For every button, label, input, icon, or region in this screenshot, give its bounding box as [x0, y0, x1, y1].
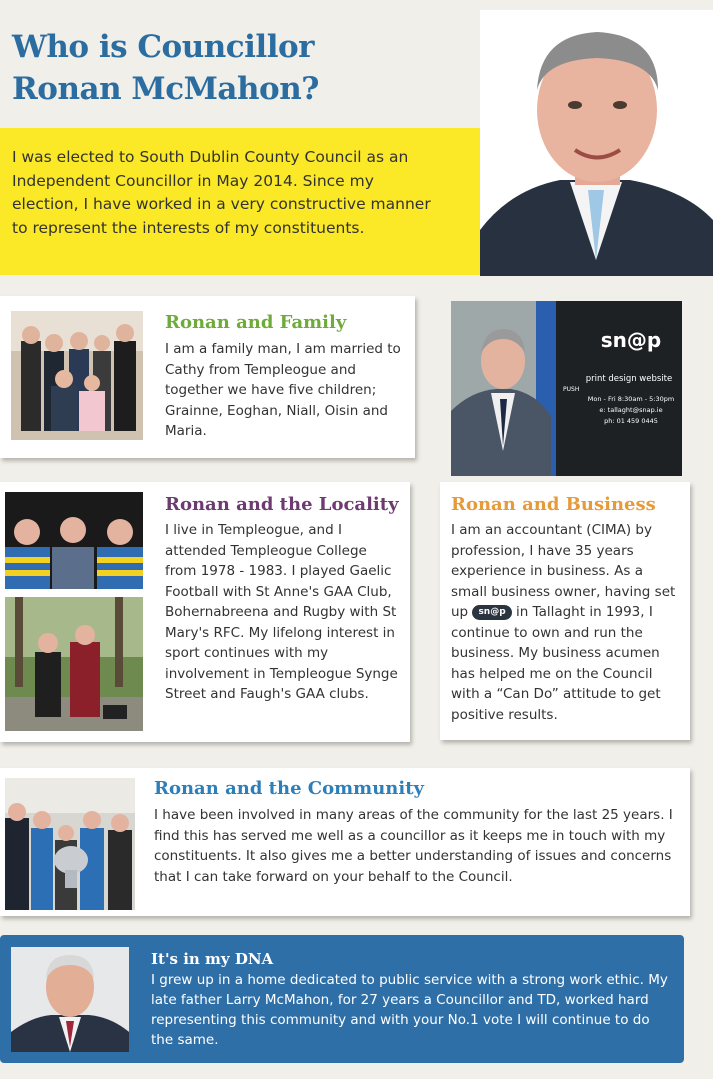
intro-text: I was elected to South Dublin County Council as an Independent Councillor in May 2014. Since my election, I have worked in a very constructive manner to represent the interests of my constituents.: [12, 148, 431, 237]
snap-logo-text: sn@p: [600, 328, 662, 352]
snap-email-text: e: tallaght@snap.ie: [599, 406, 663, 414]
community-photo: [5, 778, 135, 910]
father-photo: [11, 947, 129, 1052]
community-heading: Ronan and the Community: [154, 778, 424, 799]
locality-photo-park: [5, 597, 143, 731]
snap-hours-text: Mon - Fri 8:30am - 5:30pm: [587, 395, 675, 403]
family-text: I am a family man, I am married to Cathy from Templeogue and together we have five children; Grainne, Eoghan, Niall, Oisin and Maria.: [165, 341, 401, 439]
locality-photo-rugby: [5, 492, 143, 589]
community-text: I have been involved in many areas of the community for the last 25 years. I find this has served me well as a councillor as it keeps me in touch with my constituents. It also gives me a better understanding of issues and concerns that I can take forward on your behalf to the Council.: [154, 807, 673, 885]
page-title: [12, 26, 372, 110]
family-photo: [11, 311, 143, 440]
business-heading: Ronan and Business: [451, 494, 656, 515]
snap-services-text: print design website: [585, 374, 673, 384]
locality-text: I live in Templeogue, and I attended Templeogue College from 1978 - 1983. I played Gaelic Football with St Anne's GAA Club, Bohernabreena and Rugby with St Mary's RFC. My lifelong interest in sport continues with my involvement in Templeogue Synge Street and Faugh's GAA clubs.: [165, 522, 398, 702]
portrait-photo: [480, 10, 713, 276]
snap-push-text: PUSH: [563, 386, 580, 393]
business-text-before: I am an accountant (CIMA) by profession, I have 35 years experience in business. As a small business owner, having set up: [451, 522, 676, 620]
title-line-2: Ronan McMahon?: [12, 71, 319, 107]
business-text-after: in Tallaght in 1993, I continue to own and run the business. My business acumen has helped me on the Council with a “Can Do” attitude to get positive results.: [451, 604, 661, 723]
dna-text: I grew up in a home dedicated to public service with a strong work ethic. My late father Larry McMahon, for 27 years a Councillor and TD, worked hard representing this community and with your No.1 vote I will continue to do the same.: [151, 972, 668, 1048]
snap-shop-photo: [451, 301, 682, 476]
dna-heading: It's in my DNA: [151, 950, 274, 968]
business-text: [451, 520, 683, 725]
snap-phone-text: ph: 01 459 0445: [604, 417, 658, 425]
locality-heading: Ronan and the Locality: [165, 494, 399, 515]
title-line-1: Who is Councillor: [12, 29, 314, 65]
snap-badge: sn@p: [472, 605, 511, 620]
family-heading: Ronan and Family: [165, 312, 347, 333]
